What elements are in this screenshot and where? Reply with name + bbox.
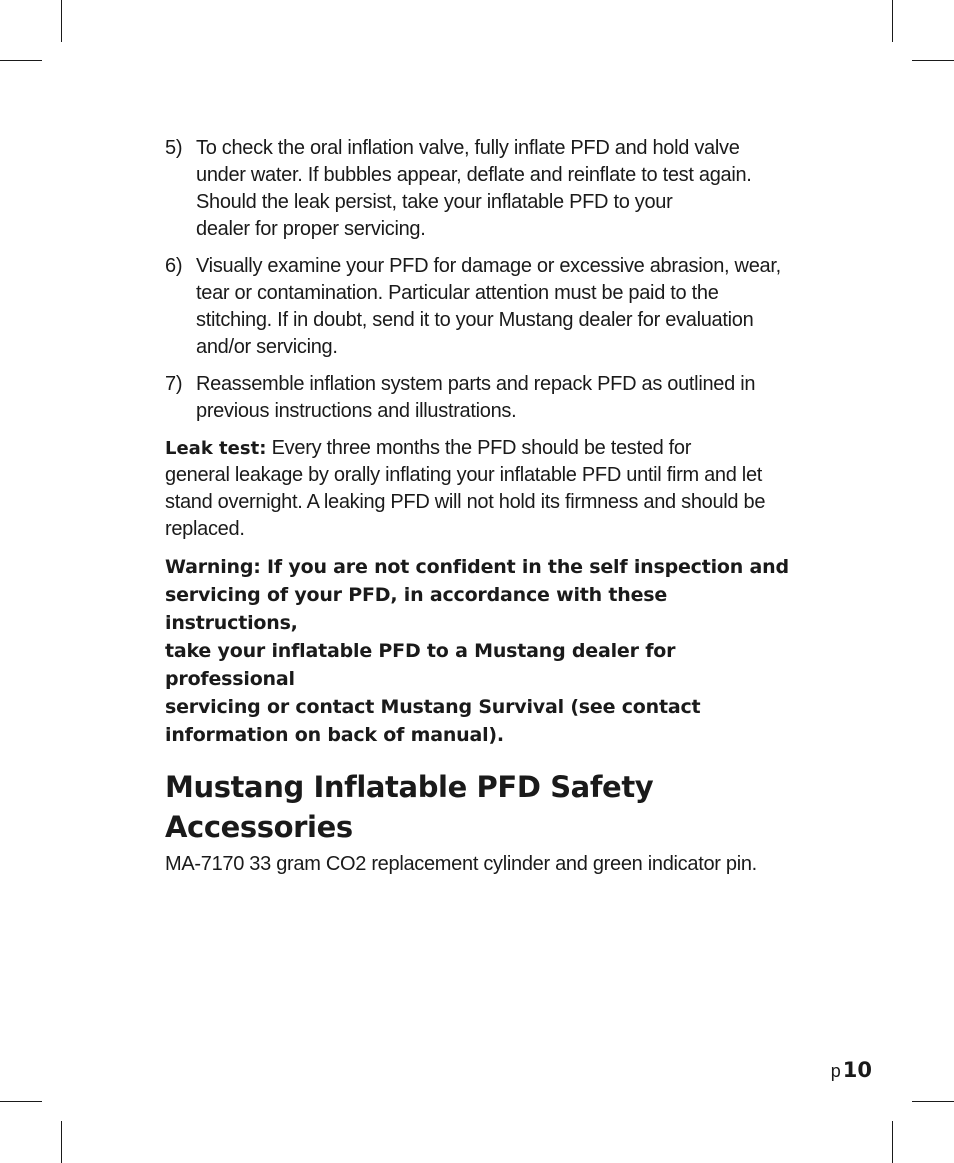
leak-test-label: Leak test: <box>165 438 267 459</box>
list-number: 7) <box>165 373 183 395</box>
list-text: To check the oral inflation valve, fully inflate PFD and hold valve under water. If bubbles appear, deflate and reinflate to test again. Should the leak persist, take your inflatable PFD to your dealer for proper servicing. <box>196 137 752 240</box>
leak-test-text: Every three months the PFD should be tested for general leakage by orally inflating your inflatable PFD until firm and let stand overnight. A leaking PFD will not hold its firmness and should be replaced. <box>165 437 766 540</box>
crop-mark <box>0 60 42 61</box>
list-number: 5) <box>165 137 183 159</box>
crop-mark <box>61 1121 62 1163</box>
list-text: Visually examine your PFD for damage or excessive abrasion, wear, tear or contamination. Particular attention must be paid to the stitching. If in doubt, send it to your Mustang dealer for evaluation and/or servicing. <box>196 255 781 358</box>
crop-mark <box>61 0 62 42</box>
crop-mark <box>892 0 893 42</box>
page-number <box>831 1058 872 1083</box>
crop-mark <box>912 1101 954 1102</box>
list-item <box>165 253 820 361</box>
crop-mark <box>0 1101 42 1102</box>
list-number: 6) <box>165 255 183 277</box>
accessories-text: MA-7170 33 gram CO2 replacement cylinder and green indicator pin. <box>165 853 757 875</box>
list-item <box>165 371 820 425</box>
warning-paragraph: Warning: If you are not confident in the self inspection and servicing of your PFD, in accordance with these instructions, take your inflatable PFD to a Mustang dealer for professional servicing or contact Mustang Survival (see contact information on back of manual). <box>165 556 789 746</box>
accessories-heading: Mustang Inflatable PFD Safety Accessories <box>165 770 654 844</box>
leak-test-paragraph <box>165 435 820 543</box>
page-number-value: 10 <box>842 1058 872 1082</box>
crop-mark <box>892 1121 893 1163</box>
crop-mark <box>912 60 954 61</box>
page-content <box>165 135 820 888</box>
page-prefix: p <box>830 1061 841 1081</box>
list-text: Reassemble inflation system parts and repack PFD as outlined in previous instructions and illustrations. <box>196 373 756 422</box>
list-item <box>165 135 820 243</box>
